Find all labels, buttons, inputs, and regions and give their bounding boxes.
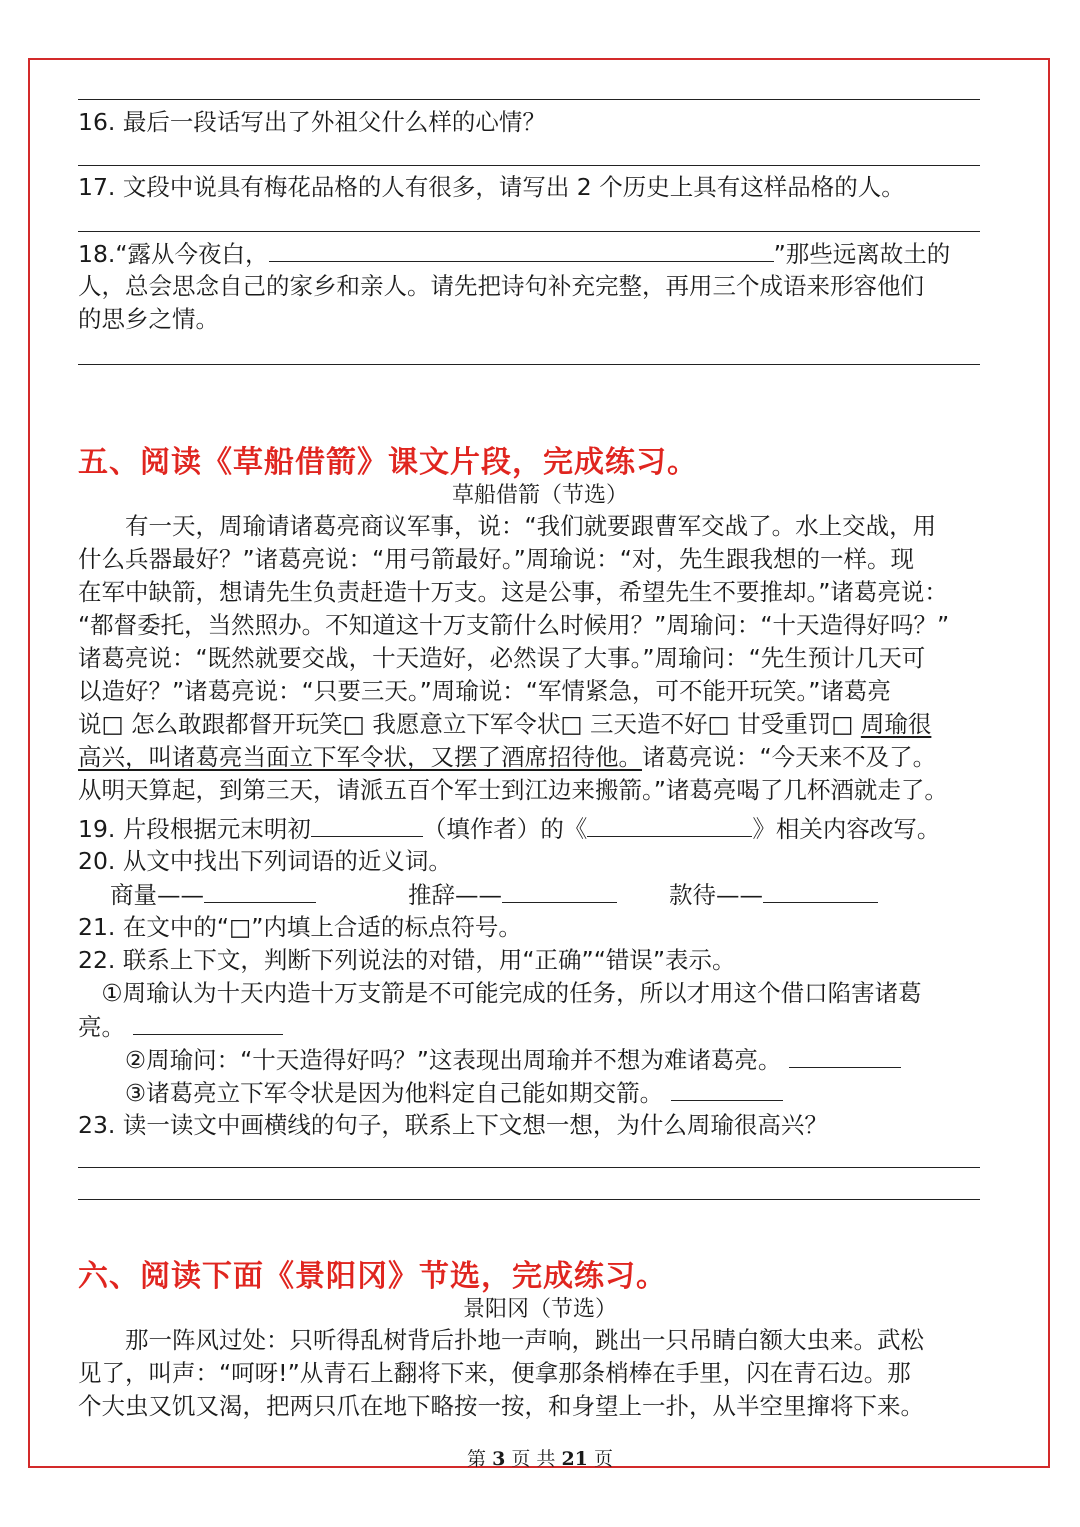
page-number (0, 1444, 1080, 1471)
question-21: 21. 在文中的“□”内填上合适的标点符号。 (78, 913, 522, 941)
passage-line: 个大虫又饥又渴，把两只爪在地下略按一按，和身望上一扑，从半空里撺将下来。 (78, 1392, 924, 1420)
current-page: 3 (492, 1448, 506, 1470)
underlined-sentence: 高兴，叫诸葛亮当面立下军令状，又摆了酒席招待他。 (78, 743, 642, 771)
underlined-sentence: 周瑜很 (860, 710, 932, 738)
passage-line: “都督委托，当然照办。不知道这十万支箭什么时候用？”周瑜问：“十天造得好吗？” (78, 611, 950, 639)
author-blank[interactable] (311, 812, 423, 837)
synonym-blank[interactable] (502, 878, 617, 903)
answer-line[interactable] (78, 1167, 980, 1168)
question-19-part-a: 19. 片段根据元末明初 (78, 815, 311, 843)
question-18-part-b: ”那些远离故土的 (773, 240, 951, 268)
question-18 (78, 237, 1004, 271)
section-5-passage (78, 510, 1004, 807)
judgement-blank[interactable] (789, 1043, 901, 1068)
passage-line: 诸葛亮说：“既然就要交战，十天造好，必然误了大事。”周瑜问：“先生预计几天可 (78, 644, 926, 672)
answer-line[interactable] (78, 99, 980, 100)
question-18-part-a: 18.“露从今夜白， (78, 240, 269, 268)
punctuation-boxes-text: 说□ 怎么敢跟都督开玩笑□ 我愿意立下军令状□ 三天造不好□ 甘受重罚□ (78, 710, 861, 738)
passage-line: 什么兵器最好？”诸葛亮说：“用弓箭最好。”周瑜说：“对，先生跟我想的一样。现 (78, 545, 914, 573)
synonym-blank[interactable] (204, 878, 316, 903)
question-22: 22. 联系上下文，判断下列说法的对错，用“正确”“错误”表示。 (78, 946, 736, 974)
question-19-part-b: （填作者）的《 (422, 815, 588, 843)
passage-line (78, 741, 1004, 774)
answer-line[interactable] (78, 231, 980, 232)
answer-line[interactable] (78, 364, 980, 365)
question-22-item-1-cont (78, 1010, 1004, 1044)
section-6-subtitle: 景阳冈（节选） (462, 1297, 617, 1322)
question-18-line-2: 人，总会思念自己的家乡和亲人。请先把诗句补充完整，再用三个成语来形容他们 (78, 272, 924, 300)
passage-line: 那一阵风过处：只听得乱树背后扑地一声响，跳出一只吊睛白额大虫来。武松 (78, 1326, 924, 1354)
passage-line (78, 708, 1004, 741)
passage-line: 以造好？”诸葛亮说：“只要三天。”周瑜说：“军情紧急，可不能开玩笑。”诸葛亮 (78, 677, 891, 705)
section-5-subtitle: 草船借箭（节选） (451, 483, 628, 508)
poem-blank[interactable] (269, 237, 774, 262)
page-label: 第 (467, 1448, 493, 1470)
question-22-item-2 (78, 1043, 1004, 1077)
synonym-label: 商量—— (110, 881, 204, 909)
judgement-blank[interactable] (671, 1076, 783, 1101)
question-19-part-c: 》相关内容改写。 (752, 815, 941, 843)
section-5-heading: 五、阅读《草船借箭》课文片段，完成练习。 (78, 445, 698, 480)
synonym-blank[interactable] (763, 878, 878, 903)
question-22-item-3 (78, 1076, 1004, 1110)
answer-line[interactable] (78, 1199, 980, 1200)
passage-text: 诸葛亮说：“今天来不及了。 (642, 743, 937, 771)
question-22-item-3-text: ③诸葛亮立下军令状是因为他料定自己能如期交箭。 (78, 1079, 664, 1107)
page-label: 页 共 (505, 1448, 562, 1470)
judgement-blank[interactable] (133, 1010, 283, 1035)
synonym-label: 推辞—— (408, 881, 502, 909)
question-23: 23. 读一读文中画横线的句子，联系上下文想一想，为什么周瑜很高兴？ (78, 1111, 828, 1139)
question-18-line-3: 的思乡之情。 (78, 305, 219, 333)
question-17: 17. 文段中说具有梅花品格的人有很多，请写出 2 个历史上具有这样品格的人。 (78, 173, 905, 201)
section-6-heading: 六、阅读下面《景阳冈》节选，完成练习。 (78, 1259, 667, 1294)
question-20: 20. 从文中找出下列词语的近义词。 (78, 847, 452, 875)
passage-line: 从明天算起，到第三天，请派五百个军士到江边来搬箭。”诸葛亮喝了几杯酒就走了。 (78, 776, 948, 804)
synonym-row (110, 878, 1036, 912)
passage-line: 在军中缺箭，想请先生负责赶造十万支。这是公事，希望先生不要推却。”诸葛亮说： (78, 578, 948, 606)
question-22-item-2-text: ②周瑜问：“十天造得好吗？”这表现出周瑜并不想为难诸葛亮。 (78, 1046, 782, 1074)
section-6-passage (78, 1324, 1004, 1423)
question-16: 16. 最后一段话写出了外祖父什么样的心情？ (78, 108, 546, 136)
passage-line: 见了，叫声：“呵呀!”从青石上翻将下来，便拿那条梢棒在手里，闪在青石边。那 (78, 1359, 911, 1387)
answer-line[interactable] (78, 165, 980, 166)
page-label: 页 (587, 1448, 613, 1470)
question-22-item-1: ①周瑜认为十天内造十万支箭是不可能完成的任务，所以才用这个借口陷害诸葛 (78, 979, 922, 1007)
question-22-item-1-end: 亮。 (78, 1013, 125, 1041)
passage-line: 有一天，周瑜请诸葛亮商议军事，说：“我们就要跟曹军交战了。水上交战，用 (78, 512, 937, 540)
total-pages: 21 (561, 1448, 588, 1470)
question-19 (78, 812, 1004, 846)
book-title-blank[interactable] (587, 812, 752, 837)
synonym-label: 款待—— (669, 881, 763, 909)
